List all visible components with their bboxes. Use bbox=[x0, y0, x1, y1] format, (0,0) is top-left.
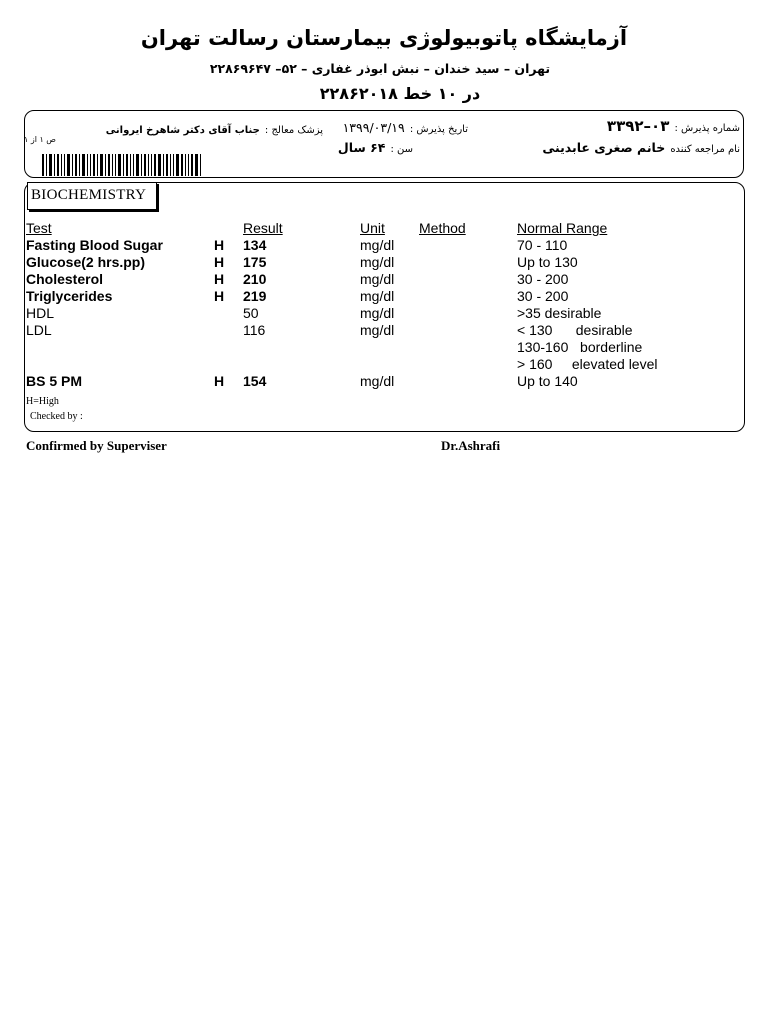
normal-range: < 130 desirable bbox=[517, 322, 633, 338]
normal-range: 70 - 110 bbox=[517, 237, 568, 253]
physician-name: جناب آقای دکتر شاهرخ ایروانی bbox=[105, 125, 260, 136]
admission-number: ۰۳–۳۳۹۲ bbox=[606, 117, 670, 135]
barcode bbox=[42, 154, 210, 176]
result-value: 210 bbox=[243, 271, 267, 287]
test-name: Fasting Blood Sugar bbox=[26, 237, 163, 253]
patient-age: ۶۴ سال bbox=[337, 140, 386, 155]
page-number: ص ۱ از ۱ bbox=[24, 135, 56, 144]
result-unit: mg/dl bbox=[360, 305, 395, 321]
result-unit: mg/dl bbox=[360, 254, 395, 270]
result-value: 175 bbox=[243, 254, 267, 270]
admission-date-field bbox=[343, 117, 468, 136]
test-name: Glucose(2 hrs.pp) bbox=[26, 254, 146, 270]
result-flag: H bbox=[214, 254, 225, 270]
result-unit: mg/dl bbox=[360, 322, 395, 338]
patient-age-field bbox=[338, 137, 413, 156]
admission-number-field bbox=[607, 116, 740, 135]
test-name: Triglycerides bbox=[26, 288, 113, 304]
col-header-normal-range: Normal Range bbox=[517, 220, 608, 236]
lab-address: تهران – سید خندان – نبش ابوذر غفاری – ۵۲– ۲۲۸۶۹۶۴۷ bbox=[209, 61, 551, 76]
physician-label: پزشک معالج : bbox=[264, 125, 323, 136]
result-value: 50 bbox=[243, 305, 259, 321]
col-header-test: Test bbox=[26, 220, 52, 236]
test-name: Cholesterol bbox=[26, 271, 104, 287]
test-name: LDL bbox=[26, 322, 52, 338]
patient-name: خانم صغری عابدینی bbox=[542, 140, 666, 155]
result-value: 134 bbox=[243, 237, 267, 253]
col-header-result: Result bbox=[243, 220, 283, 236]
doctor-signature: Dr.Ashrafi bbox=[441, 438, 501, 453]
flag-legend: H=High bbox=[26, 396, 59, 407]
confirmed-by: Confirmed by Superviser bbox=[26, 438, 167, 453]
admission-date: ۱۳۹۹/۰۳/۱۹ bbox=[342, 120, 405, 135]
test-name: BS 5 PM bbox=[26, 373, 83, 389]
result-flag: H bbox=[214, 271, 225, 287]
normal-range: 30 - 200 bbox=[517, 288, 569, 304]
normal-range: 30 - 200 bbox=[517, 271, 569, 287]
result-flag: H bbox=[214, 237, 225, 253]
checked-by: Checked by : bbox=[30, 411, 83, 422]
result-unit: mg/dl bbox=[360, 373, 395, 389]
patient-name-label: نام مراجعه کننده bbox=[670, 144, 740, 155]
test-name: HDL bbox=[26, 305, 55, 321]
normal-range: > 160 elevated level bbox=[517, 356, 658, 372]
normal-range: Up to 140 bbox=[517, 373, 578, 389]
result-value: 219 bbox=[243, 288, 267, 304]
result-unit: mg/dl bbox=[360, 237, 395, 253]
result-value: 116 bbox=[243, 322, 266, 338]
result-unit: mg/dl bbox=[360, 271, 395, 287]
normal-range: >35 desirable bbox=[517, 305, 602, 321]
admission-number-label: شماره پذیرش : bbox=[674, 123, 740, 134]
result-unit: mg/dl bbox=[360, 288, 395, 304]
result-flag: H bbox=[214, 288, 225, 304]
normal-range: 130-160 borderline bbox=[517, 339, 643, 355]
admission-date-label: تاریخ پذیرش : bbox=[409, 124, 468, 135]
normal-range: Up to 130 bbox=[517, 254, 578, 270]
col-header-method: Method bbox=[419, 220, 466, 236]
lab-phone: در ۱۰ خط ۲۲۸۶۲۰۱۸ bbox=[319, 84, 481, 103]
patient-name-field bbox=[542, 137, 740, 156]
result-value: 154 bbox=[243, 373, 267, 389]
lab-name: آزمایشگاه پاتوبیولوژی بیمارستان رسالت تهران bbox=[140, 26, 628, 50]
col-header-unit: Unit bbox=[360, 220, 385, 236]
section-title: BIOCHEMISTRY bbox=[27, 182, 157, 210]
physician-field bbox=[106, 118, 323, 137]
result-flag: H bbox=[214, 373, 225, 389]
patient-age-label: سن : bbox=[390, 144, 413, 155]
